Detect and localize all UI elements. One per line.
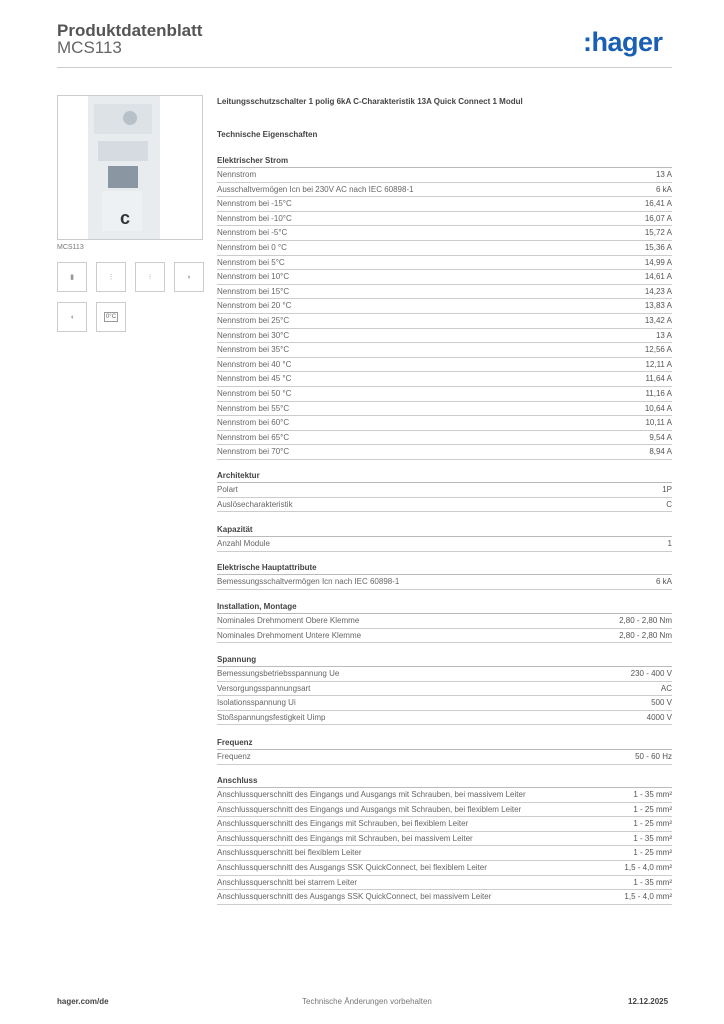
table-row [217,629,672,644]
property-label: Anschlussquerschnitt des Ausgangs SSK QuickConnect, bei flexiblem Leiter [217,862,487,872]
footer-website[interactable]: hager.com/de [57,997,109,1006]
property-label: Nennstrom bei 5°C [217,257,285,267]
property-value: 1P [662,485,672,494]
property-label: Nennstrom bei 55°C [217,403,290,413]
property-value: 230 - 400 V [630,669,672,678]
table-row [217,817,672,832]
property-label: Nennstrom bei 50 °C [217,388,292,398]
section-frequenz [217,736,672,765]
product-side-icon: ◗ [186,273,192,281]
table-row [217,329,672,344]
property-value: 11,64 A [645,374,672,384]
property-label: Isolationsspannung Ui [217,698,296,708]
property-label: Polart [217,485,238,494]
property-value: AC [660,683,672,693]
table-row [217,803,672,818]
property-value: 16,07 A [644,213,672,223]
table-row [217,197,672,212]
property-value: 1 - 25 mm² [633,819,672,829]
product-image [57,95,203,240]
property-label: Nennstrom bei 20 °C [217,301,292,311]
section-elektrische-hauptattribute [217,561,672,590]
property-label: Anzahl Module [217,539,270,548]
property-value: 2,80 - 2,80 Nm [619,630,672,640]
property-value: 9,54 A [649,432,672,442]
wiring-icon: ⁝ [148,274,152,281]
property-label: Nennstrom bei 15°C [217,286,290,296]
property-label: Nominales Drehmoment Obere Klemme [217,616,360,625]
section-title: Architektur [217,469,672,483]
property-label: Anschlussquerschnitt des Eingangs und Ausgangs mit Schrauben, bei flexiblem Leiter [217,804,522,814]
property-value: 13 A [655,170,672,179]
property-value: 13,42 A [644,315,672,325]
property-value: 2,80 - 2,80 Nm [619,616,672,625]
table-row [217,696,672,711]
property-value: 14,99 A [644,257,672,267]
image-caption: MCS113 [57,244,84,251]
thumbnail-2[interactable] [96,262,126,292]
section-architektur [217,469,672,512]
property-value: 4000 V [646,712,672,722]
property-label: Nennstrom bei 10°C [217,272,290,282]
thumbnail-3[interactable] [135,262,165,292]
property-value: 12,56 A [644,345,672,355]
section-spannung [217,653,672,725]
property-label: Nennstrom bei 35°C [217,345,290,355]
table-row [217,285,672,300]
table-row [217,750,672,765]
property-label: Nennstrom bei -10°C [217,213,292,223]
technical-properties-heading: Technische Eigenschaften [217,130,318,139]
table-row [217,168,672,183]
property-label: Nennstrom bei 40 °C [217,359,292,369]
property-value: 1 - 25 mm² [633,848,672,858]
table-row [217,682,672,697]
table-row [217,614,672,629]
table-row [217,416,672,431]
property-value: 11,16 A [645,388,672,398]
property-label: Versorgungsspannungsart [217,683,311,693]
property-label: Anschlussquerschnitt bei flexiblem Leiter [217,848,362,858]
table-row [217,241,672,256]
property-label: Anschlussquerschnitt des Ausgangs SSK QuickConnect, bei massivem Leiter [217,892,492,902]
property-label: Nennstrom bei -15°C [217,199,292,209]
table-row [217,537,672,552]
section-title: Elektrischer Strom [217,154,672,168]
property-label: Anschlussquerschnitt bei starrem Leiter [217,877,358,887]
table-row [217,667,672,682]
wiring-icon: ▮ [70,274,74,281]
section-kapazität [217,523,672,552]
property-value: 1 - 25 mm² [633,804,672,814]
table-row [217,299,672,314]
property-label: Ausschaltvermögen Icn bei 230V AC nach IEC 60898-1 [217,184,414,194]
property-value: 1 - 35 mm² [633,877,672,887]
table-row [217,788,672,803]
property-value: 13,83 A [644,301,672,311]
section-elektrischer-strom [217,154,672,460]
footer-date: 12.12.2025 [628,997,669,1006]
property-value: 1 - 35 mm² [633,790,672,799]
property-label: Frequenz [217,752,251,761]
thumbnail-5[interactable] [57,302,87,332]
property-value: 1 - 35 mm² [633,833,672,843]
property-value: 10,64 A [644,403,672,413]
property-label: Bemessungsschaltvermögen Icn nach IEC 60898-1 [217,577,400,586]
temperature-badge-icon: 0°C [105,314,117,320]
table-row [217,876,672,891]
table-row [217,372,672,387]
table-row [217,890,672,905]
property-value: 8,94 A [649,447,672,457]
property-label: Anschlussquerschnitt des Eingangs mit Schrauben, bei massivem Leiter [217,833,473,843]
property-value: 6 kA [655,184,672,194]
property-label: Auslösecharakteristik [217,499,293,509]
table-row [217,183,672,198]
table-row [217,402,672,417]
thumbnail-6[interactable] [96,302,126,332]
page-title: Produktdatenblatt [57,21,203,40]
property-label: Bemessungsbetriebsspannung Ue [217,669,340,678]
header-divider [57,67,672,68]
property-value: 6 kA [655,577,672,586]
table-row [217,270,672,285]
property-label: Nennstrom bei 70°C [217,447,290,457]
property-value: 1,5 - 4,0 mm² [624,862,672,872]
property-value: 14,61 A [644,272,672,282]
property-value: 1 [667,539,672,548]
table-row [217,483,672,498]
property-value: 15,72 A [644,228,672,238]
section-title: Kapazität [217,523,672,537]
section-title: Elektrische Hauptattribute [217,561,672,575]
table-row [217,314,672,329]
section-installation-montage [217,600,672,643]
property-value: C [666,499,672,509]
property-value: 16,41 A [644,199,672,209]
table-row [217,387,672,402]
property-label: Nennstrom bei 60°C [217,418,290,428]
property-value: 14,23 A [644,286,672,296]
model-number: MCS113 [57,38,122,57]
property-label: Nominales Drehmoment Untere Klemme [217,630,362,640]
property-label: Nennstrom bei 25°C [217,315,290,325]
section-title: Spannung [217,653,672,667]
table-row [217,256,672,271]
property-label: Anschlussquerschnitt des Eingangs mit Schrauben, bei flexiblem Leiter [217,819,469,829]
product-description: Leitungsschutzschalter 1 polig 6kA C-Charakteristik 13A Quick Connect 1 Modul [217,97,523,106]
table-row [217,832,672,847]
svg-text:c: c [120,208,131,228]
footer-disclaimer: Technische Änderungen vorbehalten [302,997,432,1006]
table-row [217,343,672,358]
table-row [217,226,672,241]
property-value: 10,11 A [645,418,672,428]
section-title: Installation, Montage [217,600,672,614]
property-value: 12,11 A [645,359,672,369]
section-title: Frequenz [217,736,672,750]
section-title: Anschluss [217,774,672,788]
thumbnail-4[interactable] [174,262,204,292]
property-value: 13 A [655,330,672,340]
product-side-icon: ◖ [69,313,75,321]
property-label: Anschlussquerschnitt des Eingangs und Ausgangs mit Schrauben, bei massivem Leiter [217,790,526,799]
table-row [217,711,672,726]
property-label: Nennstrom bei 30°C [217,330,290,340]
property-label: Nennstrom bei -5°C [217,228,288,238]
property-label: Nennstrom [217,170,257,179]
property-value: 15,36 A [644,242,672,252]
property-label: Stoßspannungsfestigkeit Uimp [217,712,326,722]
property-value: 50 - 60 Hz [635,752,672,761]
table-row [217,575,672,590]
table-row [217,212,672,227]
section-anschluss [217,774,672,905]
property-label: Nennstrom bei 0 °C [217,242,287,252]
property-value: 500 V [651,698,672,708]
table-row [217,498,672,513]
property-label: Nennstrom bei 45 °C [217,374,292,384]
table-row [217,445,672,460]
table-row [217,431,672,446]
table-row [217,358,672,373]
table-row [217,861,672,876]
table-row [217,846,672,861]
thumbnail-1[interactable] [57,262,87,292]
hager-logo: :hager [583,27,663,57]
property-label: Nennstrom bei 65°C [217,432,290,442]
wiring-icon: ⋮ [107,274,115,281]
property-value: 1,5 - 4,0 mm² [624,892,672,902]
